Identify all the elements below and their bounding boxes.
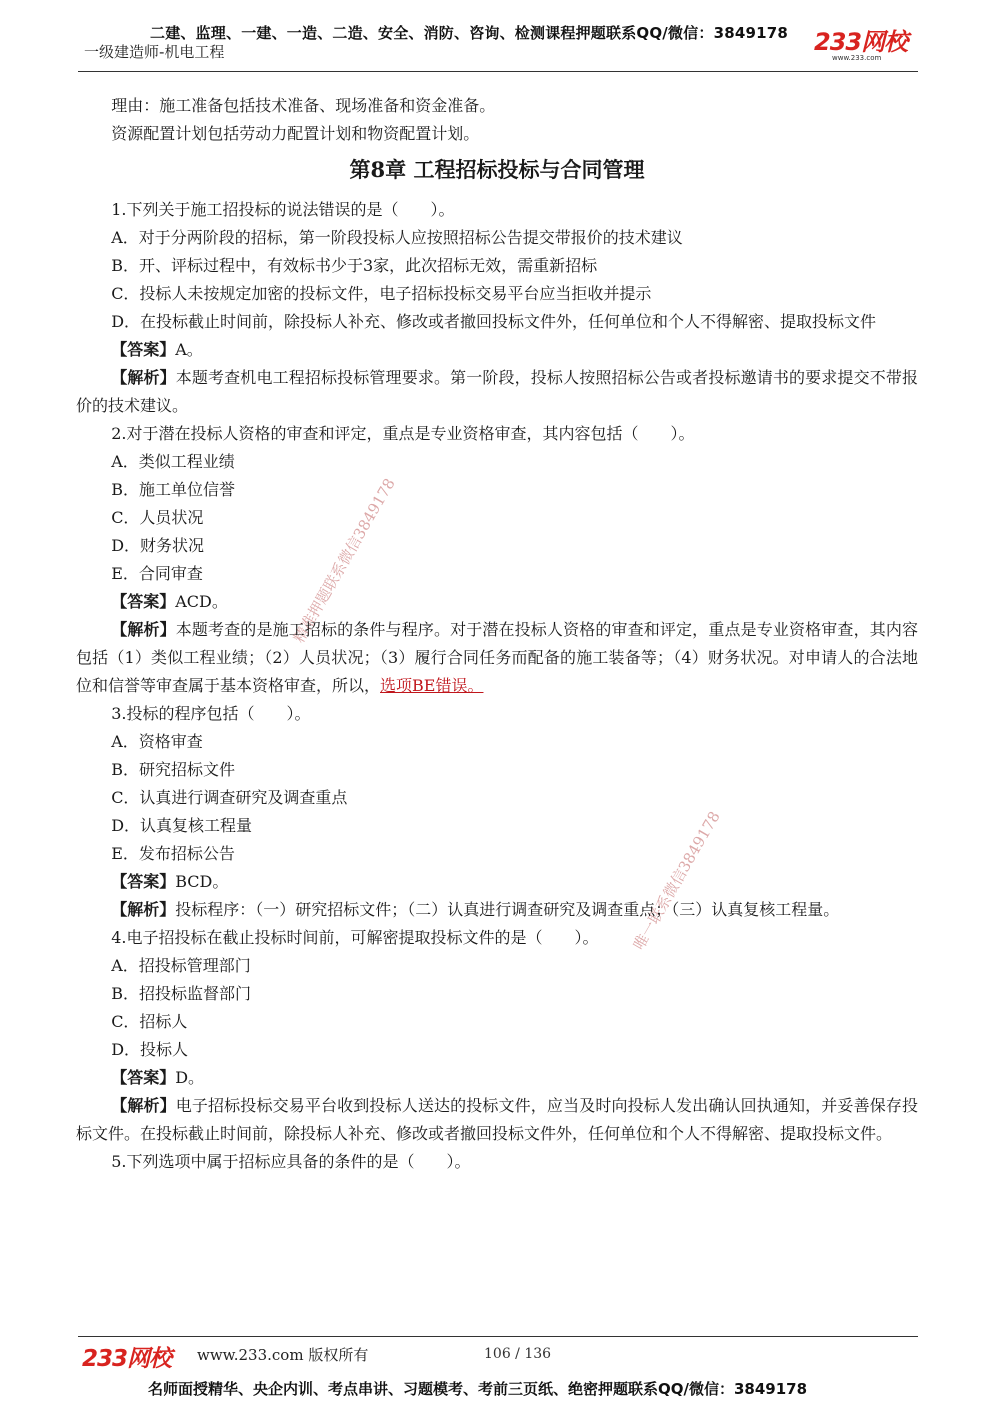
watermark: 精准押题联系微信3849178 xyxy=(289,475,399,646)
option: A．招投标管理部门 xyxy=(111,956,251,975)
answer-value: A。 xyxy=(175,340,203,359)
option: C．认真进行调查研究及调查重点 xyxy=(111,788,348,807)
analysis-line xyxy=(76,1092,918,1148)
analysis-text: 本题考查的是施工招标的条件与程序。对于潜在投标人资格的审查和评定，重点是专业资格审查，其内容包括（1）类似工程业绩；（2）人员状况；（3）履行合同任务而配备的施工装备等；（4）财务状况。对申请人的合法地位和信誉等审查属于基本资格审查，所以， xyxy=(76,620,918,695)
document-body xyxy=(76,92,918,1176)
analysis-text: 本题考查机电工程招标投标管理要求。第一阶段，投标人按照招标公告或者投标邀请书的要求提交不带报价的技术建议。 xyxy=(76,368,918,415)
option: B．研究招标文件 xyxy=(111,760,235,779)
chapter-title: 第8章 工程招标投标与合同管理 xyxy=(349,157,645,182)
analysis-label: 【解析】 xyxy=(111,368,176,387)
option: E．发布招标公告 xyxy=(111,844,235,863)
answer-value: D。 xyxy=(175,1068,205,1087)
question-stem: 5.下列选项中属于招标应具备的条件的是（ ）。 xyxy=(111,1152,471,1171)
option: E．合同审查 xyxy=(111,564,203,583)
option: B．施工单位信誉 xyxy=(111,480,235,499)
analysis-text: 投标程序：（一）研究招标文件；（二）认真进行调查研究及调查重点；（三）认真复核工程量。 xyxy=(175,900,840,919)
option: C．招标人 xyxy=(111,1012,188,1031)
answer-label: 【答案】 xyxy=(111,872,176,891)
answer-line xyxy=(76,336,918,364)
answer-line xyxy=(76,868,918,896)
footer-logo: 233网校 xyxy=(82,1346,172,1372)
answer-label: 【答案】 xyxy=(111,340,176,359)
intro-line: 理由：施工准备包括技术准备、现场准备和资金准备。 xyxy=(111,96,496,115)
watermark: 唯一联系微信3849178 xyxy=(629,808,724,953)
intro-line: 资源配置计划包括劳动力配置计划和物资配置计划。 xyxy=(111,124,480,143)
option: D．财务状况 xyxy=(111,536,205,555)
analysis-line xyxy=(76,616,918,700)
option: D．在投标截止时间前，除投标人补充、修改或者撤回投标文件外，任何单位和个人不得解密、提取投标文件 xyxy=(111,312,877,331)
question-stem: 4.电子招投标在截止投标时间前，可解密提取投标文件的是（ ）。 xyxy=(111,928,599,947)
question-stem: 3.投标的程序包括（ ）。 xyxy=(111,704,311,723)
top-banner: 二建、监理、一建、一造、二造、安全、消防、咨询、检测课程押题联系QQ/微信：3849178 xyxy=(150,24,789,42)
logo-url: www.233.com xyxy=(832,54,882,62)
logo-text: 233网校 xyxy=(814,28,908,56)
option: A．资格审查 xyxy=(111,732,203,751)
footer-divider xyxy=(78,1336,918,1337)
bottom-banner: 名师面授精华、央企内训、考点串讲、习题模考、考前三页纸、绝密押题联系QQ/微信：3849178 xyxy=(148,1380,808,1398)
option: A．对于分两阶段的招标，第一阶段投标人应按照招标公告提交带报价的技术建议 xyxy=(111,228,683,247)
analysis-label: 【解析】 xyxy=(111,1096,176,1115)
option: C．投标人未按规定加密的投标文件，电子招标投标交易平台应当拒收并提示 xyxy=(111,284,652,303)
answer-label: 【答案】 xyxy=(111,592,176,611)
answer-line xyxy=(76,588,918,616)
answer-value: BCD。 xyxy=(175,872,229,891)
answer-line xyxy=(76,1064,918,1092)
header-divider xyxy=(78,71,918,72)
analysis-line xyxy=(76,896,918,924)
footer-copyright: www.233.com 版权所有 xyxy=(197,1346,369,1364)
header-subtitle: 一级建造师-机电工程 xyxy=(84,43,225,61)
analysis-label: 【解析】 xyxy=(111,620,176,639)
answer-label: 【答案】 xyxy=(111,1068,176,1087)
header-logo xyxy=(814,30,907,62)
option: B．招投标监督部门 xyxy=(111,984,251,1003)
option: C．人员状况 xyxy=(111,508,204,527)
answer-value: ACD。 xyxy=(175,592,228,611)
analysis-link[interactable]: 选项BE错误。 xyxy=(380,676,484,695)
option: A．类似工程业绩 xyxy=(111,452,235,471)
question-stem: 1.下列关于施工招投标的说法错误的是（ ）。 xyxy=(111,200,455,219)
analysis-text: 电子招标投标交易平台收到投标人送达的投标文件，应当及时向投标人发出确认回执通知，并妥善保存投标文件。在投标截止时间前，除投标人补充、修改或者撤回投标文件外，任何单位和个人不得解密、提取投标文件。 xyxy=(76,1096,918,1143)
question-stem: 2.对于潜在投标人资格的审查和评定，重点是专业资格审查，其内容包括（ ）。 xyxy=(111,424,695,443)
option: B．开、评标过程中，有效标书少于3家，此次招标无效，需重新招标 xyxy=(111,256,598,275)
page-number: 106 / 136 xyxy=(484,1346,552,1362)
analysis-line xyxy=(76,364,918,420)
analysis-label: 【解析】 xyxy=(111,900,176,919)
option: D．认真复核工程量 xyxy=(111,816,253,835)
option: D．投标人 xyxy=(111,1040,189,1059)
